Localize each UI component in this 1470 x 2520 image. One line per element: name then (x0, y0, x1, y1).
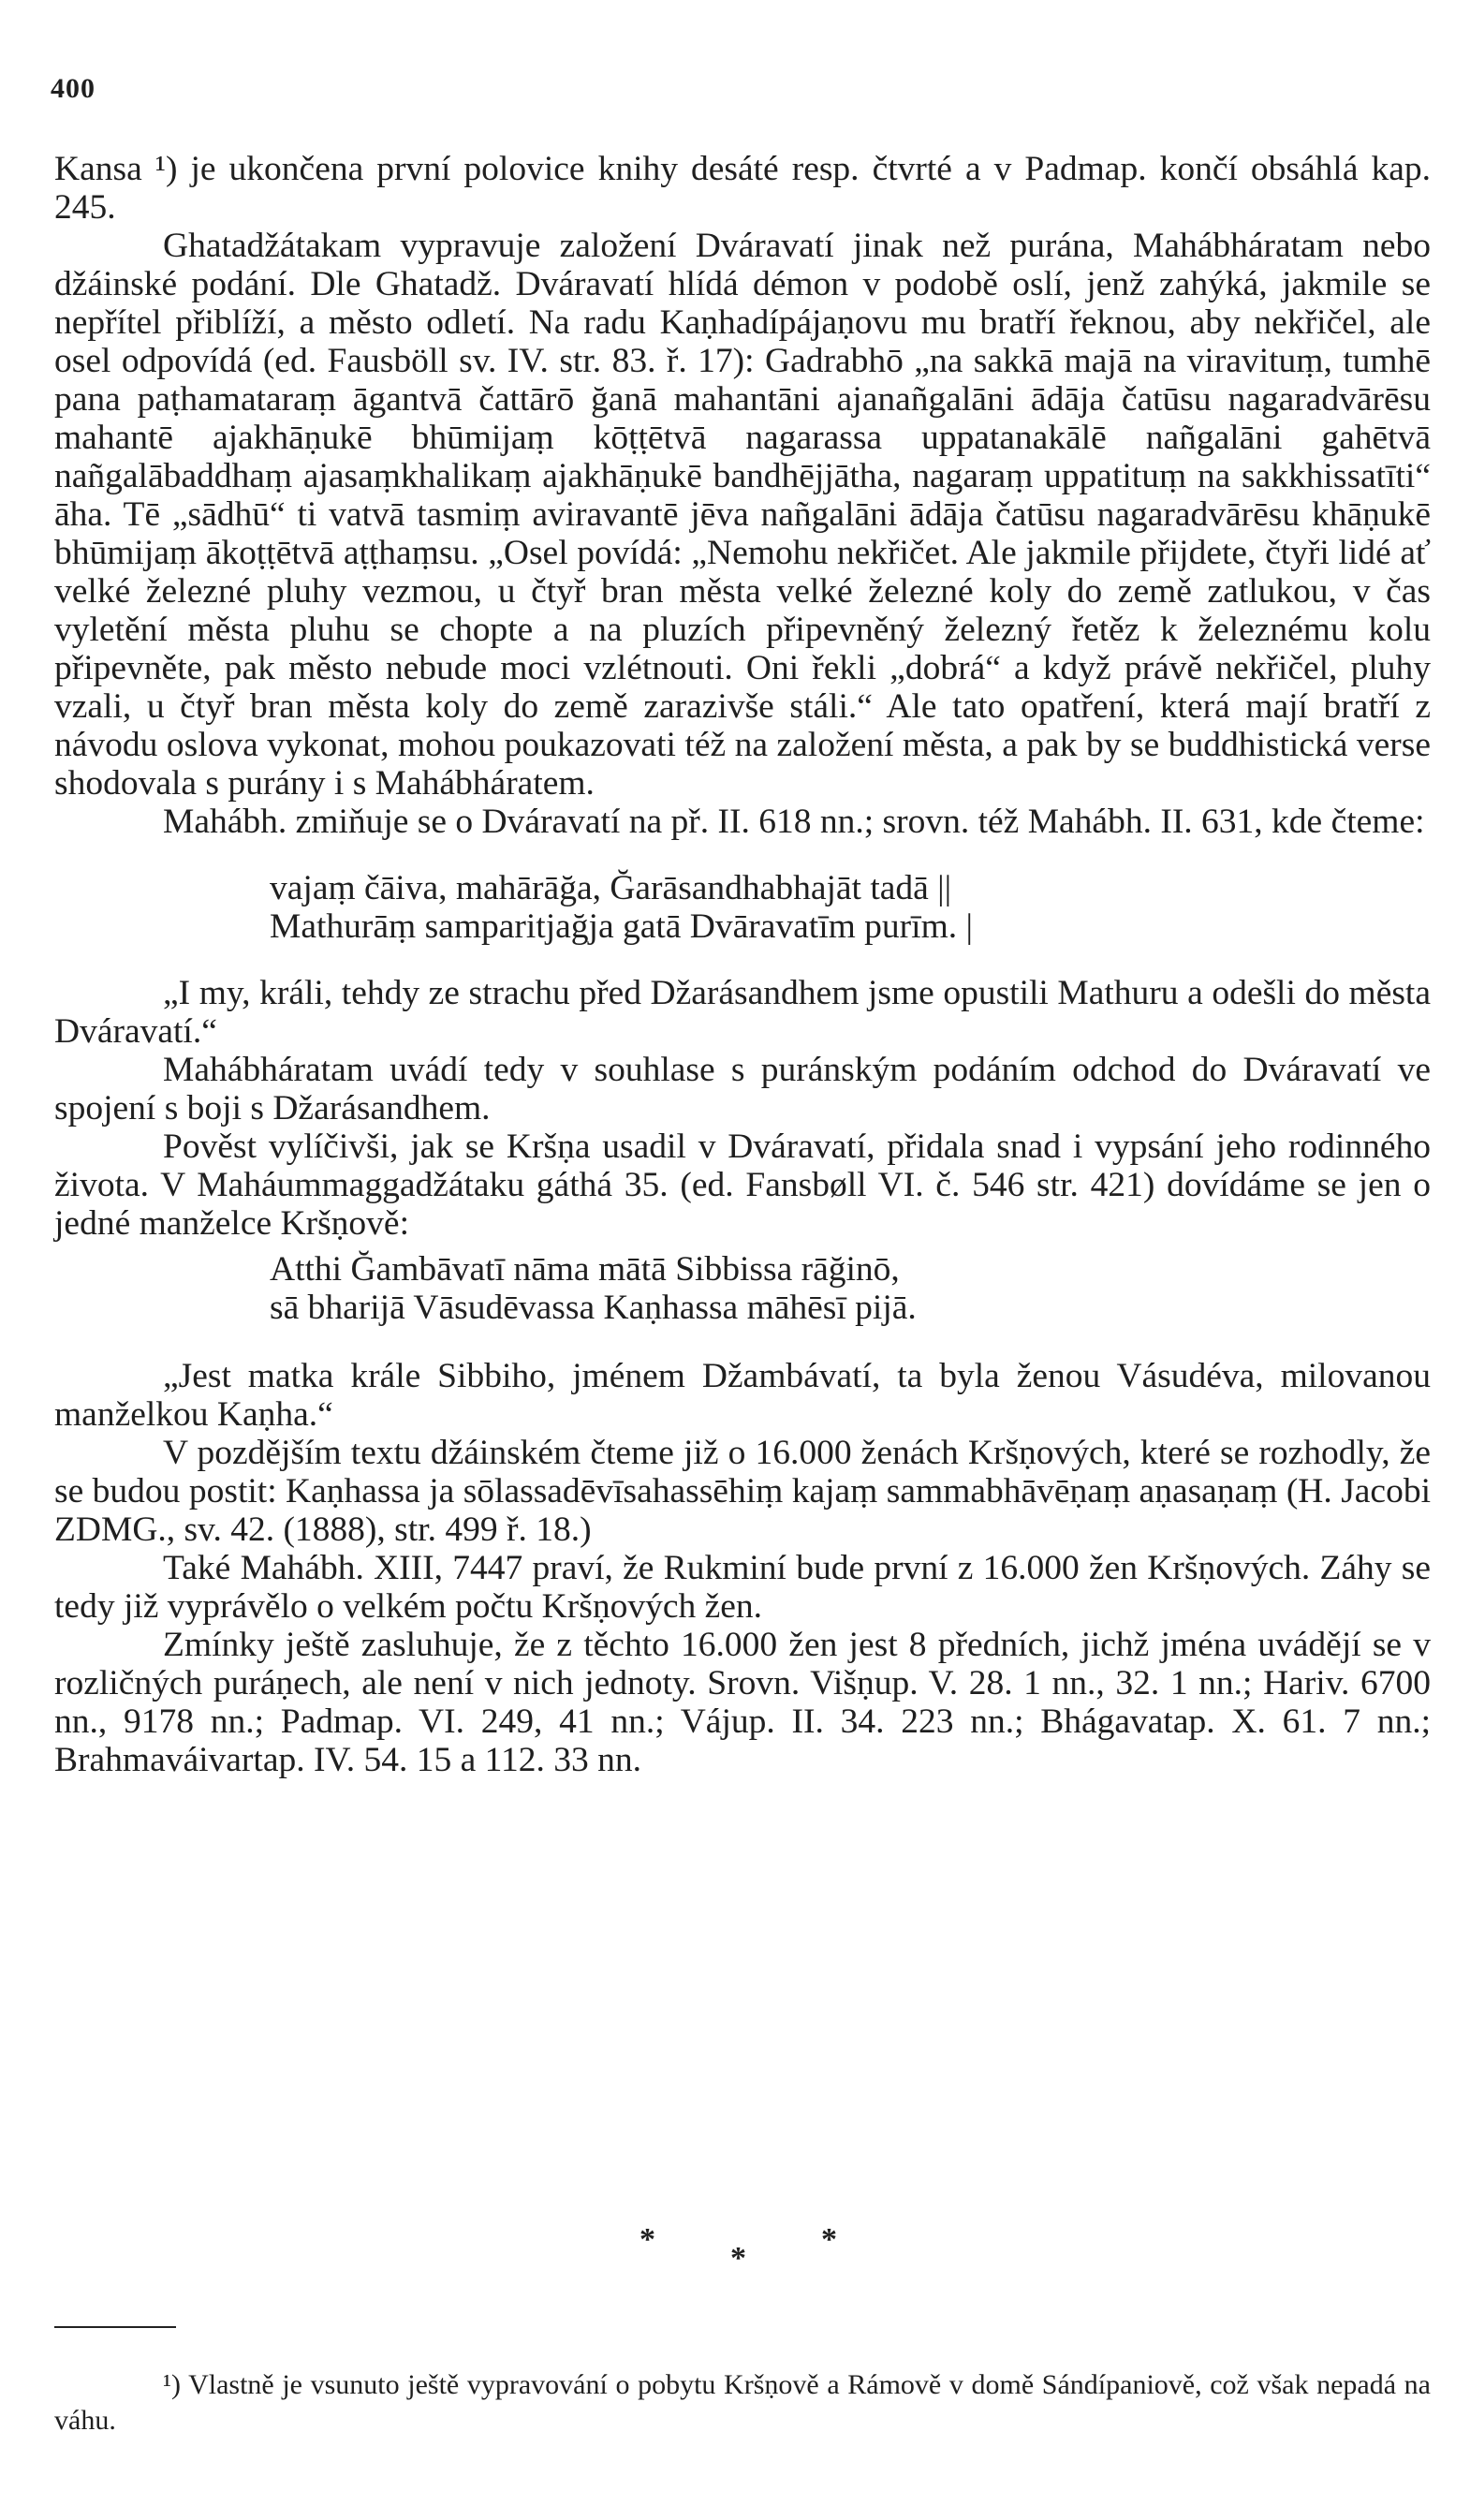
verse-line: vajaṃ čāiva, mahārāğa, Ğarāsandhabhajāt tadā || (270, 869, 952, 907)
main-text (54, 150, 1431, 1779)
verse-line: Atthi Ğambāvatī nāma mātā Sibbissa rāğinō, (270, 1250, 900, 1289)
asterism-star: * (639, 2222, 655, 2257)
asterism-star: * (821, 2222, 837, 2257)
page-number: 400 (51, 73, 96, 104)
paragraph-kansa: Kansa ¹) je ukončena první polovice knihy desáté resp. čtvrté a v Padmap. končí obsáhlá kap. 245. (54, 150, 1431, 227)
verse-sanskrit-1 (270, 869, 1431, 946)
asterism (0, 2224, 1470, 2280)
paragraph-jaina-text: V pozdějším textu džáinském čteme již o 16.000 ženách Kršṇových, které se rozhodly, že se budou postit: Kaṇhassa ja sōlassadēvīsahassēhiṃ kajaṃ sammabhāvēṇaṃ aṇasaṇaṃ (H. Jacobi ZDMG., sv. 42. (1888), str. 499 ř. 18.) (54, 1434, 1431, 1549)
footnote-rule (54, 2326, 176, 2328)
paragraph-translation-1: „I my, králi, tehdy ze strachu před Džarásandhem jsme opustili Mathuru a odešli do města Dváravatí.“ (54, 974, 1431, 1051)
verse-pali-2 (270, 1250, 1431, 1327)
paragraph-povest: Pověst vylíčivši, jak se Kršṇa usadil v Dváravatí, přidala snad i vypsání jeho rodinného života. V Maháummaggadžátaku gáthá 35. (ed. Fansbøll VI. č. 546 str. 421) dovídáme se jen o jedné manželce Kršṇově: (54, 1127, 1431, 1243)
paragraph-mahabharatam: Mahábháratam uvádí tedy v souhlase s puránským podáním odchod do Dváravatí ve spojení s boji s Džarásandhem. (54, 1051, 1431, 1127)
paragraph-ghatadzatakam: Ghatadžátakam vypravuje založení Dváravatí jinak než purána, Mahábháratam nebo džáinské podání. Dle Ghatadž. Dváravatí hlídá démon v podobě oslí, jenž zahýká, jakmile se nepřítel přiblíží, a město odletí. Na radu Kaṇhadípájaṇovu mu bratří řeknou, aby nekřičel, ale osel odpovídá (ed. Fausböll sv. IV. str. 83. ř. 17): Gadrabhō „na sakkā majā na viravituṃ, tumhē pana paṭhamataraṃ āgantvā čattārō ğanā mahantāni ajanañgalāni ādāja čatūsu nagaradvārēsu mahantē ajakhāṇukē bhūmijaṃ kōṭṭētvā nagarassa uppatanakālē nañgalāni gahētvā nañgalābaddhaṃ ajasaṃkhalikaṃ ajakhāṇukē bandhējjātha, nagaraṃ uppatituṃ na sakkhissatīti“ āha. Tē „sādhū“ ti vatvā tasmiṃ aviravantē jēva nañgalāni ādāja čatūsu nagaradvārēsu khāṇukē bhūmijaṃ ākoṭṭētvā aṭṭhaṃsu. „Osel povídá: „Nemohu nekřičet. Ale jakmile přijdete, čtyři lidé ať velké železné pluhy vezmou, u čtyř bran města velké železné koly do země zatlukou, v čas vyletění města pluhu se chopte a na pluzích připevněný železný řetěz k železnému kolu připevněte, pak město nebude moci vzlétnouti. Oni řekli „dobrá“ a když právě nekřičel, pluhy vzali, u čtyř bran města koly do země zarazivše stáli.“ Ale tato opatření, která mají bratří z návodu oslova vykonat, mohou poukazovati též na založení města, a pak by se buddhistická verse shodovala s purány i s Mahábháratem. (54, 227, 1431, 803)
paragraph-mahabh-xiii: Také Mahábh. XIII, 7447 praví, že Rukminí bude první z 16.000 žen Kršṇových. Záhy se tedy již vyprávělo o velkém počtu Kršṇových žen. (54, 1549, 1431, 1626)
paragraph-translation-2: „Jest matka krále Sibbiho, jménem Džambávatí, ta byla ženou Vásudéva, milovanou manželkou Kaṇha.“ (54, 1357, 1431, 1434)
verse-line: Mathurāṃ samparitjağja gatā Dvāravatīm purīm. | (270, 907, 974, 946)
verse-line: sā bharijā Vāsudēvassa Kaṇhassa māhēsī pijā. (270, 1289, 917, 1327)
paragraph-mahabh-reference: Mahábh. zmiňuje se o Dváravatí na př. II. 618 nn.; srovn. též Mahábh. II. 631, kde čteme: (163, 803, 1425, 841)
asterism-star: * (730, 2241, 746, 2276)
footnote: ¹) Vlastně je vsunuto ještě vypravování o pobytu Kršṇově a Rámově v domě Sándípaniově, což však nepadá na váhu. (54, 2369, 1431, 2436)
paragraph-eight-wives: Zmínky ještě zasluhuje, že z těchto 16.000 žen jest 8 předních, jichž jména uvádějí se v rozličných puráṇech, ale není v nich jednoty. Srovn. Višṇup. V. 28. 1 nn., 32. 1 nn.; Hariv. 6700 nn., 9178 nn.; Padmap. VI. 249, 41 nn.; Vájup. II. 34. 223 nn.; Bhágavatap. X. 61. 7 nn.; Brahmaváivartap. IV. 54. 15 a 112. 33 nn. (54, 1626, 1431, 1779)
